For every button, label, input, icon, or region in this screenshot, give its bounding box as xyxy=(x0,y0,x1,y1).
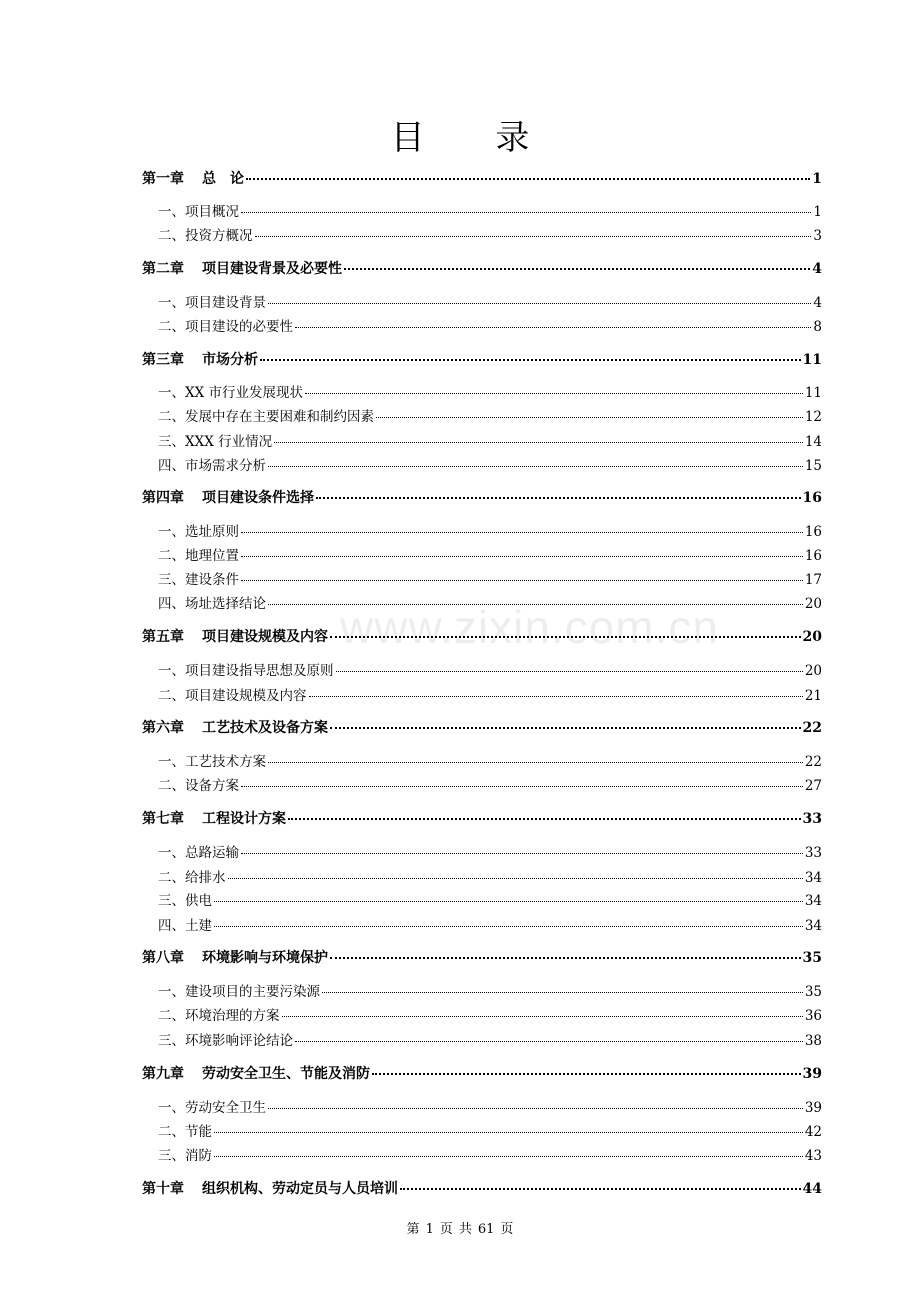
toc-page-number: 21 xyxy=(804,688,822,704)
toc-entry-label xyxy=(158,568,239,588)
toc-leader-dots xyxy=(322,990,803,993)
toc-page-number: 34 xyxy=(804,893,822,909)
toc-entry-label xyxy=(142,168,244,188)
toc-leader-dots xyxy=(336,669,803,672)
footer-current-page: 1 xyxy=(425,1222,434,1237)
footer-prefix: 第 xyxy=(406,1222,420,1237)
toc-entry-text: 二、发展中存在主要困难和制约因素 xyxy=(158,409,374,425)
toc-entry-label xyxy=(158,841,239,861)
toc-section-entry[interactable] xyxy=(142,544,822,564)
toc-leader-dots xyxy=(241,210,811,213)
toc-page-number: 4 xyxy=(812,261,822,277)
toc-leader-dots xyxy=(241,578,803,581)
toc-page-number: 15 xyxy=(804,458,822,474)
page-footer xyxy=(0,1218,920,1237)
toc-entry-text: 三、供电 xyxy=(158,893,212,909)
toc-entry-text: 市场分析 xyxy=(202,352,258,368)
toc-section-entry[interactable] xyxy=(142,454,822,474)
toc-page-number: 11 xyxy=(802,352,822,368)
toc-leader-dots xyxy=(214,1154,803,1157)
toc-page-number: 36 xyxy=(804,1008,822,1024)
toc-entry-label xyxy=(142,947,328,967)
toc-chapter-entry[interactable] xyxy=(142,1178,822,1198)
toc-entry-text: 项目建设规模及内容 xyxy=(202,629,328,645)
toc-page-number: 1 xyxy=(812,171,822,187)
watermark: www.zixin.com.cn xyxy=(340,601,719,653)
toc-chapter-number: 第五章 xyxy=(142,629,184,645)
toc-page-number: 38 xyxy=(804,1033,822,1049)
toc-leader-dots xyxy=(376,415,803,418)
toc-entry-text: 一、项目建设指导思想及原则 xyxy=(158,663,334,679)
toc-entry-label xyxy=(142,349,258,369)
toc-entry-label xyxy=(158,866,226,886)
footer-suffix: 页 xyxy=(500,1222,514,1237)
toc-leader-dots xyxy=(268,1106,803,1109)
toc-page-number: 42 xyxy=(804,1124,822,1140)
toc-entry-label xyxy=(158,544,239,564)
toc-entry-label xyxy=(158,224,253,244)
toc-entry-text: 四、场址选择结论 xyxy=(158,596,266,612)
toc-entry-label xyxy=(158,659,334,679)
toc-leader-dots xyxy=(241,554,803,557)
toc-chapter-entry[interactable] xyxy=(142,717,822,737)
toc-chapter-entry[interactable] xyxy=(142,168,822,188)
toc-leader-dots xyxy=(260,357,801,361)
toc-section-entry[interactable] xyxy=(142,684,822,704)
toc-leader-dots xyxy=(295,1039,803,1042)
toc-entry-label xyxy=(158,1004,280,1024)
toc-entry-text: 二、设备方案 xyxy=(158,778,239,794)
toc-leader-dots xyxy=(309,694,803,697)
toc-chapter-number: 第三章 xyxy=(142,352,184,368)
toc-entry-text: 一、XX 市行业发展现状 xyxy=(158,385,304,401)
toc-leader-dots xyxy=(288,816,801,820)
toc-page-number: 35 xyxy=(804,984,822,1000)
toc-page-number: 27 xyxy=(804,778,822,794)
toc-entry-label xyxy=(142,626,328,646)
toc-entry-text: 三、建设条件 xyxy=(158,572,239,588)
toc-section-entry[interactable] xyxy=(142,381,822,401)
toc-entry-text: 三、消防 xyxy=(158,1148,212,1164)
toc-leader-dots xyxy=(282,1014,803,1017)
toc-section-entry[interactable] xyxy=(142,750,822,770)
toc-entry-label xyxy=(158,914,212,934)
toc-page-number: 43 xyxy=(804,1148,822,1164)
toc-leader-dots xyxy=(268,464,803,467)
toc-leader-dots xyxy=(214,924,803,927)
toc-page-number: 17 xyxy=(804,572,822,588)
toc-leader-dots xyxy=(246,176,810,180)
toc-section-entry[interactable] xyxy=(142,866,822,886)
toc-leader-dots xyxy=(241,851,803,854)
toc-chapter-number: 第二章 xyxy=(142,261,184,277)
toc-entry-label xyxy=(158,1096,266,1116)
toc-leader-dots xyxy=(268,602,803,605)
toc-entry-label xyxy=(142,1063,370,1083)
toc-entry-label xyxy=(158,291,266,311)
toc-chapter-entry[interactable] xyxy=(142,1063,822,1083)
toc-entry-text: 环境影响与环境保护 xyxy=(202,950,328,966)
toc-page-number: 20 xyxy=(804,596,822,612)
toc-entry-label xyxy=(158,430,272,450)
toc-section-entry[interactable] xyxy=(142,592,822,612)
toc-page-number: 4 xyxy=(813,295,822,311)
toc-entry-text: 组织机构、劳动定员与人员培训 xyxy=(202,1181,398,1197)
toc-entry-label xyxy=(158,1144,212,1164)
toc-leader-dots xyxy=(241,530,803,533)
toc-entry-text: 一、项目概况 xyxy=(158,204,239,220)
toc-chapter-entry[interactable] xyxy=(142,349,822,369)
toc-entry-label xyxy=(158,684,307,704)
toc-page-number: 8 xyxy=(813,319,822,335)
toc-leader-dots xyxy=(316,495,801,499)
toc-section-entry[interactable] xyxy=(142,224,822,244)
toc-page-number: 39 xyxy=(804,1100,822,1116)
toc-section-entry[interactable] xyxy=(142,200,822,220)
toc-entry-label xyxy=(158,405,374,425)
toc-entry-label xyxy=(158,774,239,794)
toc-entry-text: 三、XXX 行业情况 xyxy=(158,434,273,450)
toc-page-number: 22 xyxy=(804,754,822,770)
toc-leader-dots xyxy=(330,955,801,959)
toc-entry-text: 一、建设项目的主要污染源 xyxy=(158,984,320,1000)
toc-entry-label xyxy=(142,487,314,507)
toc-page-number: 34 xyxy=(804,918,822,934)
toc-chapter-number: 第四章 xyxy=(142,490,184,506)
toc-leader-dots xyxy=(330,634,801,638)
toc-entry-label xyxy=(158,315,293,335)
toc-entry-text: 二、地理位置 xyxy=(158,548,239,564)
toc-section-entry[interactable] xyxy=(142,315,822,335)
toc-leader-dots xyxy=(372,1071,801,1075)
toc-page-number: 22 xyxy=(802,720,822,736)
toc-chapter-number: 第八章 xyxy=(142,950,184,966)
toc-section-entry[interactable] xyxy=(142,405,822,425)
toc-page-number: 1 xyxy=(813,204,822,220)
toc-entry-text: 一、项目建设背景 xyxy=(158,295,266,311)
toc-entry-label xyxy=(142,717,328,737)
toc-chapter-number: 第六章 xyxy=(142,720,184,736)
toc-leader-dots xyxy=(241,784,803,787)
toc-entry-text: 一、总路运输 xyxy=(158,845,239,861)
toc-leader-dots xyxy=(214,899,803,902)
toc-section-entry[interactable] xyxy=(142,889,822,909)
toc-entry-text: 四、土建 xyxy=(158,918,212,934)
toc-section-entry[interactable] xyxy=(142,1029,822,1049)
toc-chapter-entry[interactable] xyxy=(142,808,822,828)
toc-section-entry[interactable] xyxy=(142,774,822,794)
toc-leader-dots xyxy=(305,391,803,394)
toc-section-entry[interactable] xyxy=(142,980,822,1000)
toc-entry-label xyxy=(158,980,320,1000)
toc-page-number: 39 xyxy=(802,1066,822,1082)
toc-leader-dots xyxy=(330,725,801,729)
toc-leader-dots xyxy=(255,234,812,237)
footer-total-pages: 61 xyxy=(477,1222,495,1237)
toc-page-number: 3 xyxy=(813,228,822,244)
toc-entry-text: 项目建设条件选择 xyxy=(202,490,314,506)
toc-entry-text: 工艺技术及设备方案 xyxy=(202,720,328,736)
toc-entry-label xyxy=(158,1029,293,1049)
toc-chapter-number: 第七章 xyxy=(142,811,184,827)
toc-entry-text: 一、工艺技术方案 xyxy=(158,754,266,770)
toc-section-entry[interactable] xyxy=(142,914,822,934)
toc-page-number: 11 xyxy=(804,385,822,401)
toc-entry-text: 总 论 xyxy=(202,171,244,187)
toc-entry-text: 劳动安全卫生、节能及消防 xyxy=(202,1066,370,1082)
toc-section-entry[interactable] xyxy=(142,291,822,311)
toc-leader-dots xyxy=(268,760,803,763)
toc-entry-label xyxy=(158,381,303,401)
toc-leader-dots xyxy=(274,440,803,443)
toc-section-entry[interactable] xyxy=(142,1120,822,1140)
toc-chapter-entry[interactable] xyxy=(142,487,822,507)
footer-page-word: 页 xyxy=(439,1222,453,1237)
toc-section-entry[interactable] xyxy=(142,1096,822,1116)
toc-entry-label xyxy=(158,454,266,474)
toc-chapter-number: 第十章 xyxy=(142,1181,184,1197)
toc-entry-text: 二、给排水 xyxy=(158,870,226,886)
toc-entry-text: 二、投资方概况 xyxy=(158,228,253,244)
toc-entry-label xyxy=(142,1178,398,1198)
toc-entry-label xyxy=(158,200,239,220)
toc-chapter-entry[interactable] xyxy=(142,626,822,646)
toc-leader-dots xyxy=(400,1186,801,1190)
page-title: 目 录 xyxy=(390,118,560,158)
footer-total-word: 共 xyxy=(458,1222,472,1237)
toc-entry-text: 一、劳动安全卫生 xyxy=(158,1100,266,1116)
toc-page-number: 20 xyxy=(804,663,822,679)
toc-entry-label xyxy=(158,592,266,612)
toc-entry-text: 一、选址原则 xyxy=(158,524,239,540)
toc-entry-text: 二、节能 xyxy=(158,1124,212,1140)
toc-page-number: 44 xyxy=(802,1181,822,1197)
toc-leader-dots xyxy=(214,1130,803,1133)
toc-section-entry[interactable] xyxy=(142,841,822,861)
toc-section-entry[interactable] xyxy=(142,568,822,588)
toc-section-entry[interactable] xyxy=(142,1004,822,1024)
toc-entry-text: 二、环境治理的方案 xyxy=(158,1008,280,1024)
toc-entry-label xyxy=(158,889,212,909)
toc-entry-label xyxy=(142,808,286,828)
toc-entry-text: 三、环境影响评论结论 xyxy=(158,1033,293,1049)
toc-leader-dots xyxy=(344,266,810,270)
toc-chapter-number: 第九章 xyxy=(142,1066,184,1082)
toc-page-number: 14 xyxy=(804,434,822,450)
toc-leader-dots xyxy=(295,325,811,328)
toc-section-entry[interactable] xyxy=(142,430,822,450)
toc-chapter-entry[interactable] xyxy=(142,947,822,967)
toc-page-number: 34 xyxy=(804,870,822,886)
toc-section-entry[interactable] xyxy=(142,520,822,540)
toc-entry-text: 四、市场需求分析 xyxy=(158,458,266,474)
toc-page-number: 12 xyxy=(804,409,822,425)
toc-leader-dots xyxy=(268,301,811,304)
toc-page-number: 16 xyxy=(802,490,822,506)
toc-entry-label xyxy=(142,258,342,278)
toc-chapter-number: 第一章 xyxy=(142,171,184,187)
toc-entry-label xyxy=(158,520,239,540)
toc-entry-text: 项目建设背景及必要性 xyxy=(202,261,342,277)
toc-entry-text: 二、项目建设的必要性 xyxy=(158,319,293,335)
toc-entry-label xyxy=(158,750,266,770)
toc-page-number: 16 xyxy=(804,548,822,564)
toc-page-number: 35 xyxy=(802,950,822,966)
toc-page-number: 33 xyxy=(802,811,822,827)
toc-entry-text: 二、项目建设规模及内容 xyxy=(158,688,307,704)
toc-leader-dots xyxy=(228,876,803,879)
toc-chapter-entry[interactable] xyxy=(142,258,822,278)
toc-page-number: 33 xyxy=(804,845,822,861)
toc-page-number: 20 xyxy=(802,629,822,645)
toc-section-entry[interactable] xyxy=(142,659,822,679)
toc-entry-text: 工程设计方案 xyxy=(202,811,286,827)
toc-page-number: 16 xyxy=(804,524,822,540)
toc-section-entry[interactable] xyxy=(142,1144,822,1164)
toc-entry-label xyxy=(158,1120,212,1140)
